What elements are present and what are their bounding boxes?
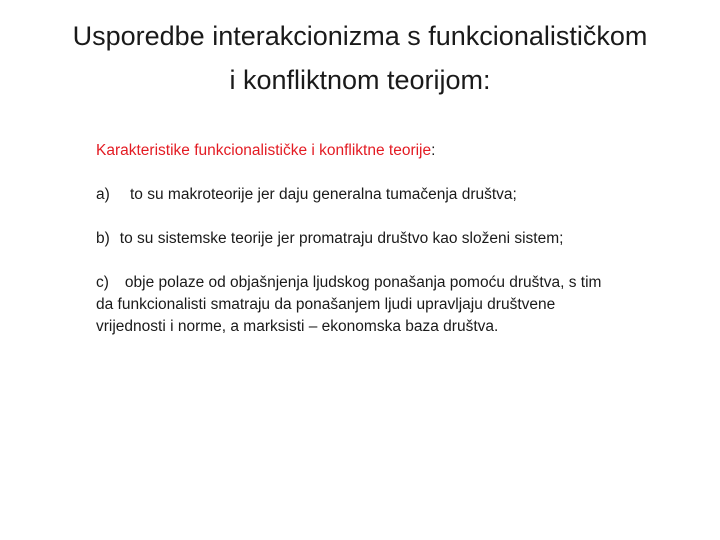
section-heading-text: Karakteristike funkcionalističke i konfliktne teorije <box>96 142 432 159</box>
slide-content <box>96 140 616 360</box>
list-item-b <box>96 228 616 250</box>
slide-title <box>20 14 700 102</box>
section-heading <box>96 140 616 162</box>
list-marker-a: a) <box>96 186 110 203</box>
list-marker-c: c) <box>96 274 109 291</box>
list-text-b: to su sistemske teorije jer promatraju društvo kao složeni sistem; <box>119 230 564 247</box>
list-text-a: to su makroteorije jer daju generalna tumačenja društva; <box>130 186 517 203</box>
section-heading-suffix: : <box>431 142 436 159</box>
list-item-c <box>96 272 616 338</box>
list-marker-b: b) <box>96 230 110 247</box>
list-text-c: obje polaze od objašnjenja ljudskog ponašanja pomoću društva, s tim da funkcionalisti smatraju da ponašanjem ljudi upravljaju društvene vrijednosti i norme, a marksisti – ekonomska baza društva. <box>96 274 602 335</box>
list-item-a <box>96 184 616 206</box>
slide-title-line-2: i konfliktnom teorijom: <box>229 65 491 95</box>
slide-title-line-1: Usporedbe interakcionizma s funkcionalističkom <box>72 21 648 51</box>
